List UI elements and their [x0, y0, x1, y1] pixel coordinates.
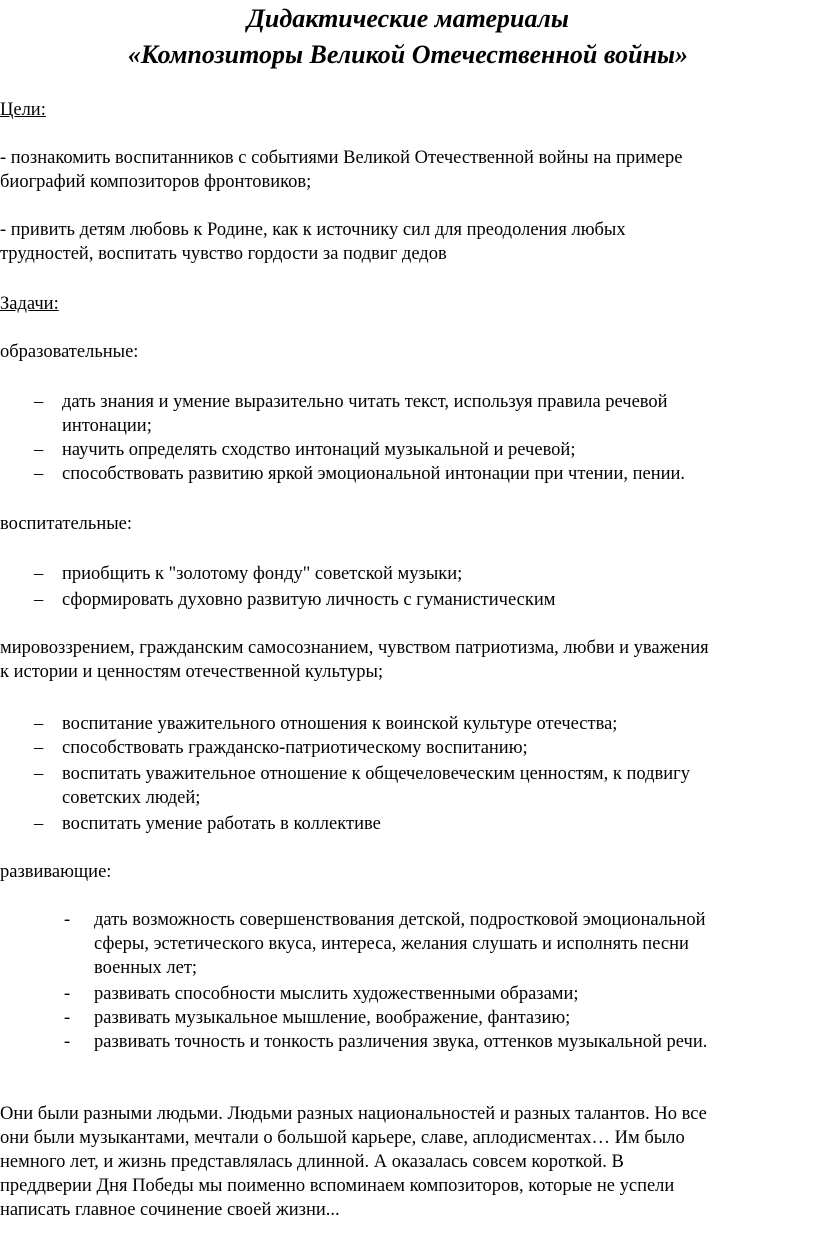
worldview-line-2: к истории и ценностям отечественной культуры;: [0, 662, 384, 682]
list-item-continuation: сферы, эстетического вкуса, интереса, желания слушать и исполнять песни: [94, 934, 689, 954]
educational-label: образовательные:: [0, 342, 139, 362]
document-title-line-2: «Композиторы Великой Отечественной войны»: [127, 40, 689, 69]
developing-label: развивающие:: [0, 862, 112, 882]
closing-line: немного лет, и жизнь представлялась длинной. А оказалась совсем короткой. В: [0, 1152, 624, 1172]
list-hyphen: -: [64, 1008, 71, 1028]
list-item-continuation: интонации;: [62, 416, 152, 436]
list-item: воспитание уважительного отношения к воинской культуре отечества;: [62, 714, 618, 734]
list-item: воспитать уважительное отношение к общечеловеческим ценностям, к подвигу: [62, 764, 690, 784]
document-title-line-1: Дидактические материалы: [247, 4, 569, 33]
list-item: научить определять сходство интонаций музыкальной и речевой;: [62, 440, 576, 460]
worldview-line-1: мировоззрением, гражданским самосознанием, чувством патриотизма, любви и уважения: [0, 638, 709, 658]
closing-line: преддверии Дня Победы мы поименно вспоминаем композиторов, которые не успели: [0, 1176, 675, 1196]
goal-1-line-1: - познакомить воспитанников с событиями Великой Отечественной войны на примере: [0, 148, 683, 168]
list-item: развивать музыкальное мышление, воображение, фантазию;: [94, 1008, 571, 1028]
goal-1-line-2: биографий композиторов фронтовиков;: [0, 172, 312, 192]
tasks-heading: Задачи:: [0, 294, 59, 314]
list-hyphen: -: [64, 910, 71, 930]
list-item: приобщить к "золотому фонду" советской музыки;: [62, 564, 463, 584]
list-dash: –: [34, 714, 44, 734]
list-dash: –: [34, 738, 44, 758]
goal-2-line-2: трудностей, воспитать чувство гордости за подвиг дедов: [0, 244, 447, 264]
list-item: развивать способности мыслить художественными образами;: [94, 984, 579, 1004]
closing-line: написать главное сочинение своей жизни...: [0, 1200, 340, 1220]
list-item: развивать точность и тонкость различения звука, оттенков музыкальной речи.: [94, 1032, 708, 1052]
closing-line: Они были разными людьми. Людьми разных национальностей и разных талантов. Но все: [0, 1104, 707, 1124]
list-item: дать возможность совершенствования детской, подростковой эмоциональной: [94, 910, 706, 930]
list-dash: –: [34, 814, 44, 834]
list-item: дать знания и умение выразительно читать текст, используя правила речевой: [62, 392, 668, 412]
list-dash: –: [34, 392, 44, 412]
list-item: способствовать гражданско-патриотическому воспитанию;: [62, 738, 528, 758]
list-dash: –: [34, 440, 44, 460]
list-item: сформировать духовно развитую личность с гуманистическим: [62, 590, 556, 610]
list-hyphen: -: [64, 1032, 71, 1052]
list-dash: –: [34, 464, 44, 484]
list-item-continuation: военных лет;: [94, 958, 198, 978]
list-dash: –: [34, 564, 44, 584]
list-hyphen: -: [64, 984, 71, 1004]
list-item-continuation: советских людей;: [62, 788, 201, 808]
goals-heading: Цели:: [0, 100, 46, 120]
closing-line: они были музыкантами, мечтали о большой карьере, славе, аплодисментах… Им было: [0, 1128, 685, 1148]
list-item: воспитать умение работать в коллективе: [62, 814, 381, 834]
list-dash: –: [34, 590, 44, 610]
goal-2-line-1: - привить детям любовь к Родине, как к источнику сил для преодоления любых: [0, 220, 626, 240]
list-dash: –: [34, 764, 44, 784]
upbringing-label: воспитательные:: [0, 514, 133, 534]
list-item: способствовать развитию яркой эмоциональной интонации при чтении, пении.: [62, 464, 686, 484]
